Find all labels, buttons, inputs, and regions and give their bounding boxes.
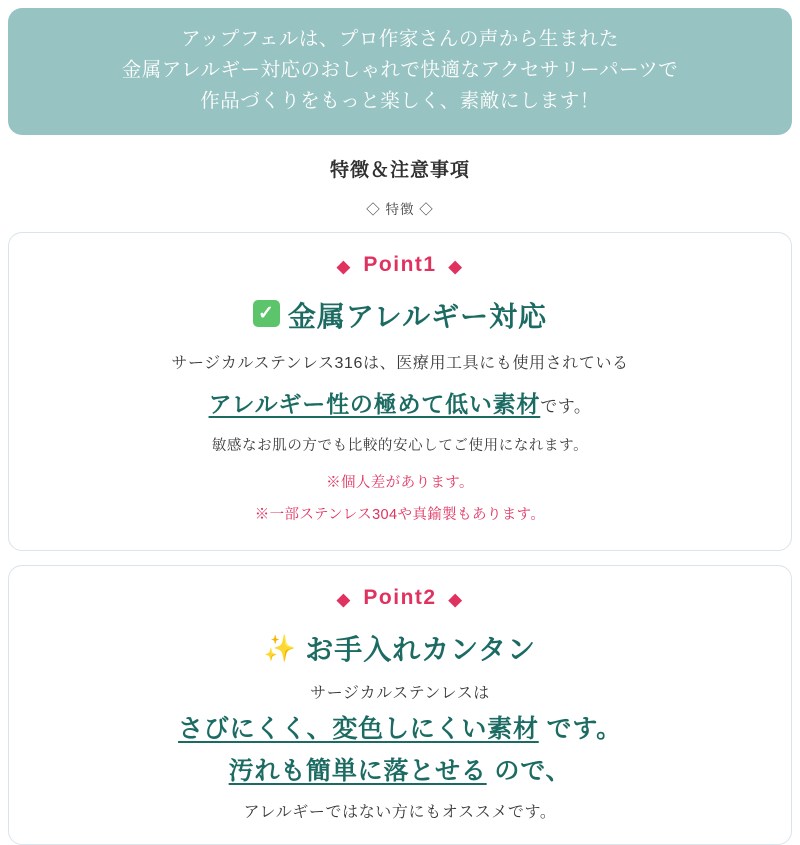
diamond-icon: ◆ [448, 256, 464, 276]
page-root [0, 8, 800, 822]
point2-headline-row [25, 628, 775, 668]
point2-line-last: アレルギーではない方にもオススメです。 [243, 804, 557, 822]
point1-emphasis-tail: です。 [540, 396, 592, 416]
point2-headline: お手入れカンタン [305, 634, 537, 666]
point2-emphasis-row-1 [25, 709, 775, 745]
point1-label: Point1 [363, 253, 437, 276]
section-title: 特徴＆注意事項 [329, 160, 470, 181]
point2-label-row [25, 586, 775, 610]
sparkles-icon: ✨ [263, 632, 298, 663]
point1-label-row [25, 253, 775, 277]
intro-banner [8, 8, 792, 135]
point1-headline: 金属アレルギー対応 [287, 301, 548, 332]
point2-emphasis-row-2 [25, 751, 775, 787]
point1-note-1: ※個人差があります。 [326, 475, 474, 492]
point2-emphasis-text-2: 汚れも簡単に落とせる [228, 757, 487, 786]
point1-headline-row [25, 295, 775, 335]
point1-card [8, 232, 792, 551]
banner-line-1: アップフェルは、プロ作家さんの声から生まれた [181, 28, 619, 50]
banner-line-2: 金属アレルギー対応のおしゃれで快適なアクセサリーパーツで [121, 59, 679, 81]
point1-line2: 敏感なお肌の方でも比較的安心してご使用になれます。 [211, 438, 589, 455]
point1-line1: サージカルステンレス316は、医療用工具にも使用されている [171, 355, 629, 372]
point2-emphasis-text-1: さびにくく、変色しにくい素材 [178, 715, 539, 744]
point2-line1: サージカルステンレスは [310, 685, 490, 703]
check-mark-icon: ✓ [253, 300, 280, 327]
diamond-icon: ◆ [448, 589, 464, 609]
point1-note-2: ※一部ステンレス304や真鍮製もあります。 [254, 507, 546, 524]
diamond-icon: ◆ [336, 256, 352, 276]
point2-card [8, 565, 792, 845]
section-subtitle: ◇ 特徴 ◇ [366, 202, 434, 217]
point2-emphasis-tail-1: です。 [546, 715, 622, 744]
diamond-icon: ◆ [336, 589, 352, 609]
point2-emphasis-tail-2: ので、 [494, 757, 572, 786]
banner-line-3: 作品づくりをもっと楽しく、素敵にします！ [200, 90, 600, 112]
point1-emphasis-text: アレルギー性の極めて低い素材 [208, 390, 541, 417]
point2-label: Point2 [363, 586, 437, 610]
point1-emphasis-row [25, 387, 775, 422]
